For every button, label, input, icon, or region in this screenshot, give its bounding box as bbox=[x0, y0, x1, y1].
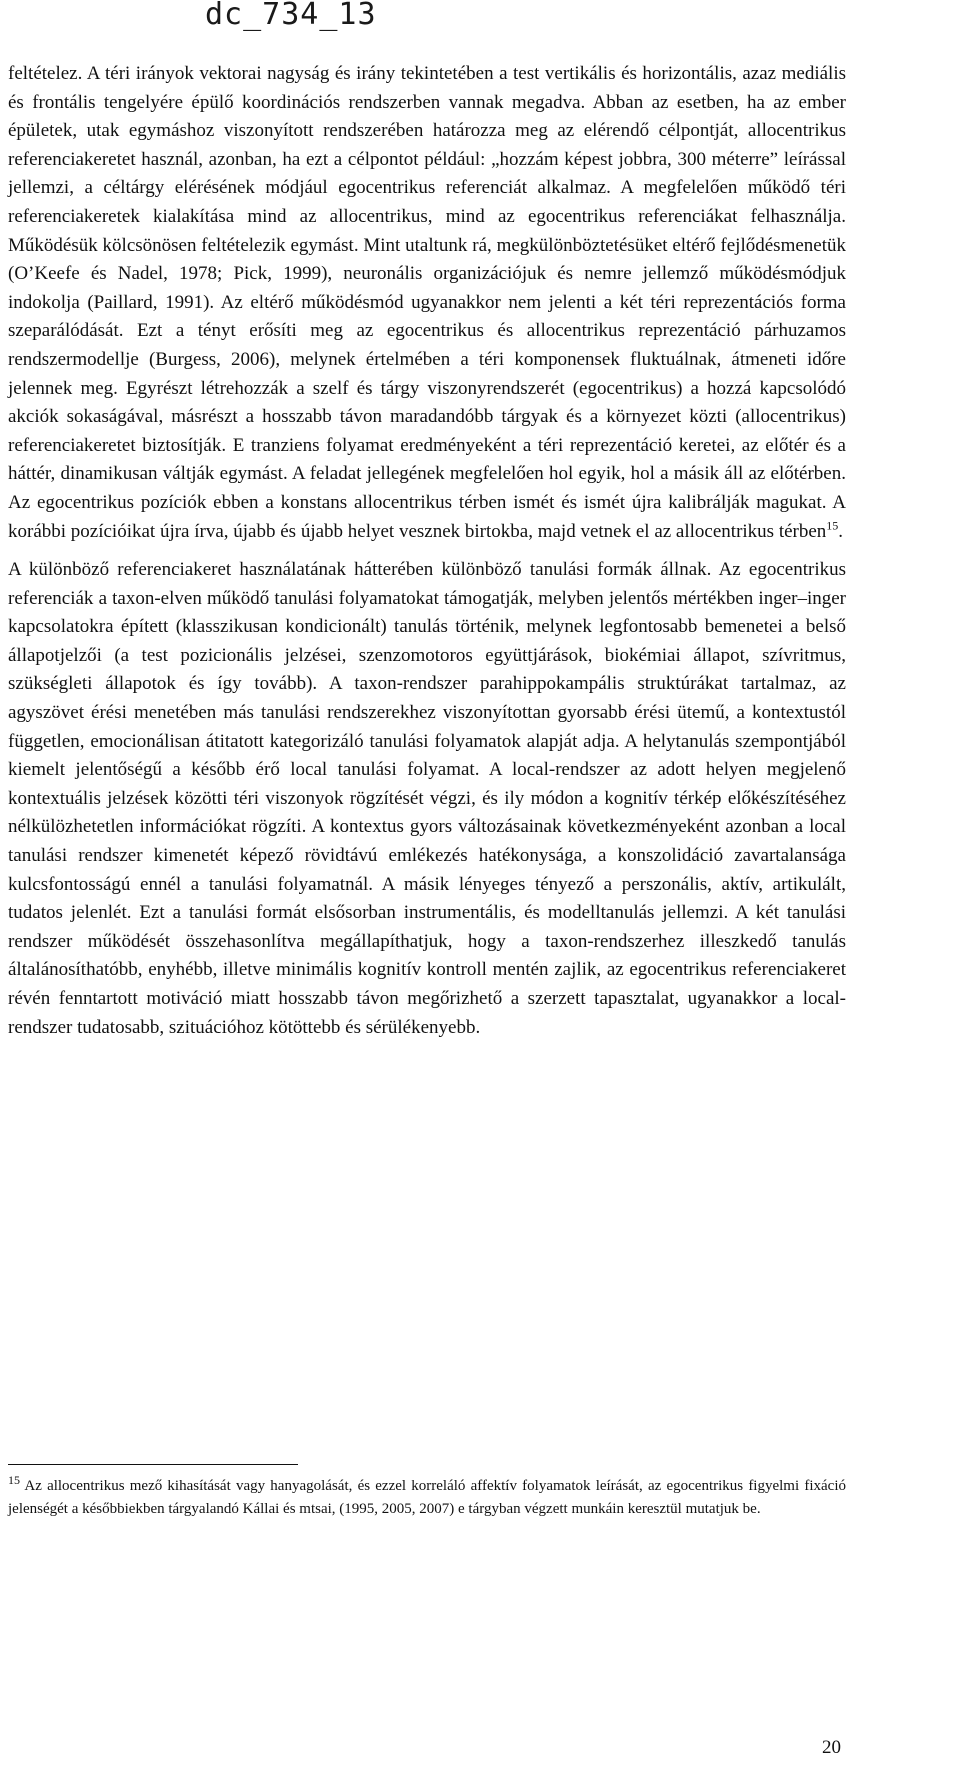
footnote-text: Az allocentrikus mező kihasítását vagy hanyagolását, és ezzel korreláló affektív folyamatok leírását, az egocentrikus figyelmi fixáció jelenségét a későbbiekben tárgyalandó Kállai és mtsai, (1995, 2005, 2007) e tárgyban végzett munkáin keresztül mutatjuk be. bbox=[8, 1478, 846, 1517]
footnote-reference: 15 bbox=[826, 518, 839, 533]
main-text bbox=[8, 60, 846, 1052]
document-id-header: dc_734_13 bbox=[205, 0, 377, 32]
footnote bbox=[8, 1475, 846, 1521]
paragraph-2: A különböző referenciakeret használatának hátterében különböző tanulási formák állnak. Az egocentrikus referenciák a taxon-elven működő tanulási folyamatokat támogatják, melyben jelentős mértékben inger–inger kapcsolatokra épített (klasszikusan kondicionált) tanulás történik, melynek legfontosabb bemenetei a belső állapotjelzői (a test pozicionális jelzései, szenzomotoros együttjárások, biokémiai állapot, szívritmus, szükségleti állapotok és így tovább). A taxon-rendszer parahippokampális struktúrákat tartalmaz, az agyszövet érési menetében más tanulási rendszerekhez viszonyítottan gyorsabb érési ütemű, a kontextustól független, emocionálisan átitatott kategorizáló tanulási folyamatok alapját adja. A helytanulás szempontjából kiemelt jelentőségű a később érő local tanulási folyamat. A local-rendszer az adott helyen megjelenő kontextuális jelzések közötti téri viszonyok rögzítését végzi, és ily módon a kognitív térkép előkészítéséhez nélkülözhetetlen információkat rögzíti. A kontextus gyors változásainak következményeként azonban a local tanulási rendszer kimenetét képező rövidtávú emlékezés hatékonysága, a konszolidáció zavartalansága kulcsfontosságú ennél a tanulási folyamatnál. A másik lényeges tényező a perszonális, aktív, artikulált, tudatos jelenlét. Ezt a tanulási formát elsősorban instrumentális, és modelltanulás jellemzi. A két tanulási rendszer működését összehasonlítva megállapíthatjuk, hogy a taxon-rendszerhez illeszkedő tanulás általánosíthatóbb, enyhébb, illetve minimális kognitív kontroll mentén zajlik, az egocentrikus referenciakeret révén fenntartott motiváció miatt hosszabb távon megőrizhető a szerzett tapasztalat, ugyanakkor a local-rendszer tudatosabb, szituációhoz kötöttebb és sérülékenyebb. bbox=[8, 559, 846, 1038]
page-number: 20 bbox=[822, 1737, 841, 1758]
paragraph-1 bbox=[8, 60, 846, 546]
paragraph-1-tail: . bbox=[838, 520, 844, 542]
paragraph-1-text: feltételez. A téri irányok vektorai nagyság és irány tekintetében a test vertikális és horizontális, azaz mediális és frontális tengelyére épülő koordinációs rendszerben vannak megadva. Abban az esetben, ha az ember épületek, utak egymáshoz viszonyított rendszerében határozza meg az elérendő célpontját, allocentrikus referenciakeretet használ, azonban, ha ezt a célpontot például: „hozzám képest jobbra, 300 méterre” leírással jellemzi, a céltárgy elérésének módjául egocentrikus referenciát alkalmaz. A megfelelően működő téri referenciakeretek kialakítása mind az allocentrikus, mind az egocentrikus referenciákat felhasználja. Működésük kölcsönösen feltételezik egymást. Mint utaltunk rá, megkülönböztetésüket eltérő fejlődésmenetük (O’Keefe és Nadel, 1978; Pick, 1999), neuronális organizációjuk és nemre jellemző működésmódjuk indokolja (Paillard, 1991). Az eltérő működésmód ugyanakkor nem jelenti a két téri reprezentációs forma szeparálódását. Ezt a tényt erősíti meg az egocentrikus és allocentrikus reprezentáció párhuzamos rendszermodellje (Burgess, 2006), melynek értelmében a téri komponensek fluktuálnak, átmeneti időre jelennek meg. Egyrészt létrehozzák a szelf és tárgy viszonyrendszerét (egocentrikus) a hozzá kapcsolódó akciók sokaságával, másrészt a hosszabb távon maradandóbb tárgyak és a környezet közti (allocentrikus) referenciakeretet biztosítják. E tranziens folyamat eredményeként a téri reprezentáció keretei, az előtér és a háttér, dinamikusan váltják egymást. A feladat jellegének megfelelően hol egyik, hol a másik áll az előtérben. Az egocentrikus pozíciók ebben a konstans allocentrikus térben ismét és ismét újra kalibrálják magukat. A korábbi pozícióikat újra írva, újabb és újabb helyet vesznek birtokba, majd vetnek el az allocentrikus térben bbox=[8, 63, 846, 542]
footnote-separator bbox=[8, 1464, 298, 1465]
footnote-number: 15 bbox=[8, 1473, 20, 1487]
